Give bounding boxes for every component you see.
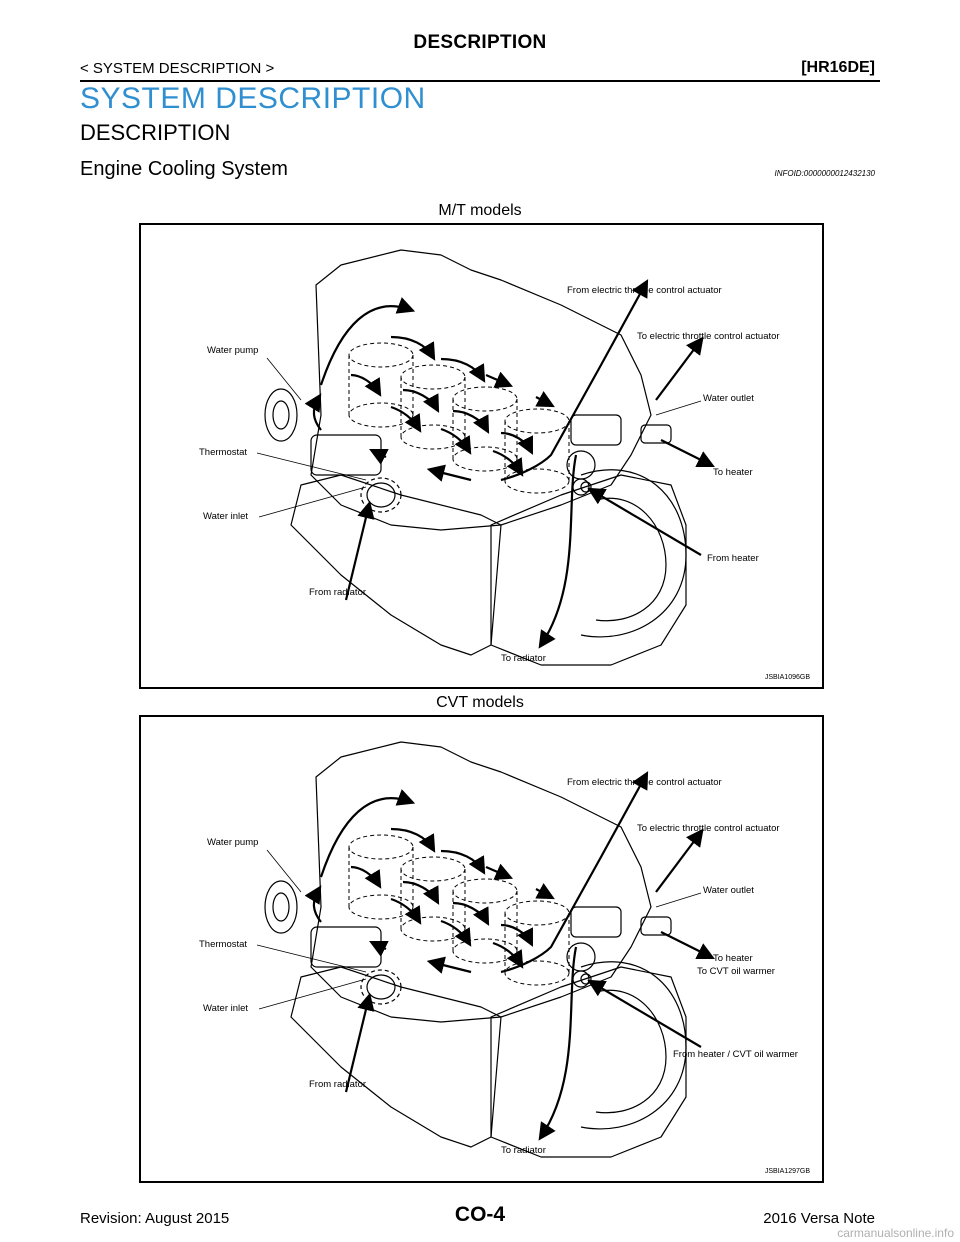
label-to-radiator: To radiator (501, 1145, 546, 1156)
page-header-title: DESCRIPTION (413, 32, 547, 53)
vehicle-model: 2016 Versa Note (763, 1210, 875, 1227)
label-from-throttle: From electric throttle control actuator (567, 777, 722, 788)
label-to-radiator: To radiator (501, 653, 546, 664)
figure-caption-mt: M/T models (438, 202, 522, 219)
label-to-cvt-oil-warmer: To CVT oil warmer (697, 966, 775, 977)
label-thermostat: Thermostat (199, 447, 248, 458)
figure-code: JSBIA1297GB (764, 1168, 810, 1175)
figure-code: JSBIA1096GB (764, 674, 810, 681)
label-from-radiator: From radiator (309, 587, 367, 598)
label-water-pump: Water pump (207, 837, 259, 848)
label-water-inlet: Water inlet (203, 1003, 249, 1014)
label-water-outlet: Water outlet (703, 393, 754, 404)
label-from-radiator: From radiator (309, 1079, 367, 1090)
section-breadcrumb: < SYSTEM DESCRIPTION > (80, 60, 275, 77)
label-thermostat: Thermostat (199, 939, 248, 950)
label-to-throttle: To electric throttle control actuator (637, 823, 780, 834)
label-water-inlet: Water inlet (203, 511, 249, 522)
watermark: carmanualsonline.info (837, 1226, 954, 1240)
label-from-heater: From heater (707, 553, 759, 564)
label-to-heater: To heater (713, 467, 753, 478)
figure-caption-cvt: CVT models (436, 694, 524, 711)
figure-mt-cooling-diagram (139, 223, 824, 689)
page-number: CO-4 (454, 1203, 506, 1226)
figure-cvt-cooling-diagram (139, 715, 824, 1183)
info-id: INFOID:0000000012432130 (774, 169, 875, 178)
topic-heading: Engine Cooling System (80, 158, 288, 180)
system-title: SYSTEM DESCRIPTION (80, 82, 426, 115)
revision-date: Revision: August 2015 (80, 1210, 230, 1227)
label-water-pump: Water pump (207, 345, 259, 356)
label-from-throttle: From electric throttle control actuator (567, 285, 722, 296)
engine-code: [HR16DE] (801, 59, 875, 76)
label-from-heater-cvt: From heater / CVT oil warmer (673, 1049, 798, 1060)
sub-title: DESCRIPTION (80, 120, 231, 145)
label-water-outlet: Water outlet (703, 885, 754, 896)
label-to-heater: To heater (713, 953, 753, 964)
label-to-throttle: To electric throttle control actuator (637, 331, 780, 342)
